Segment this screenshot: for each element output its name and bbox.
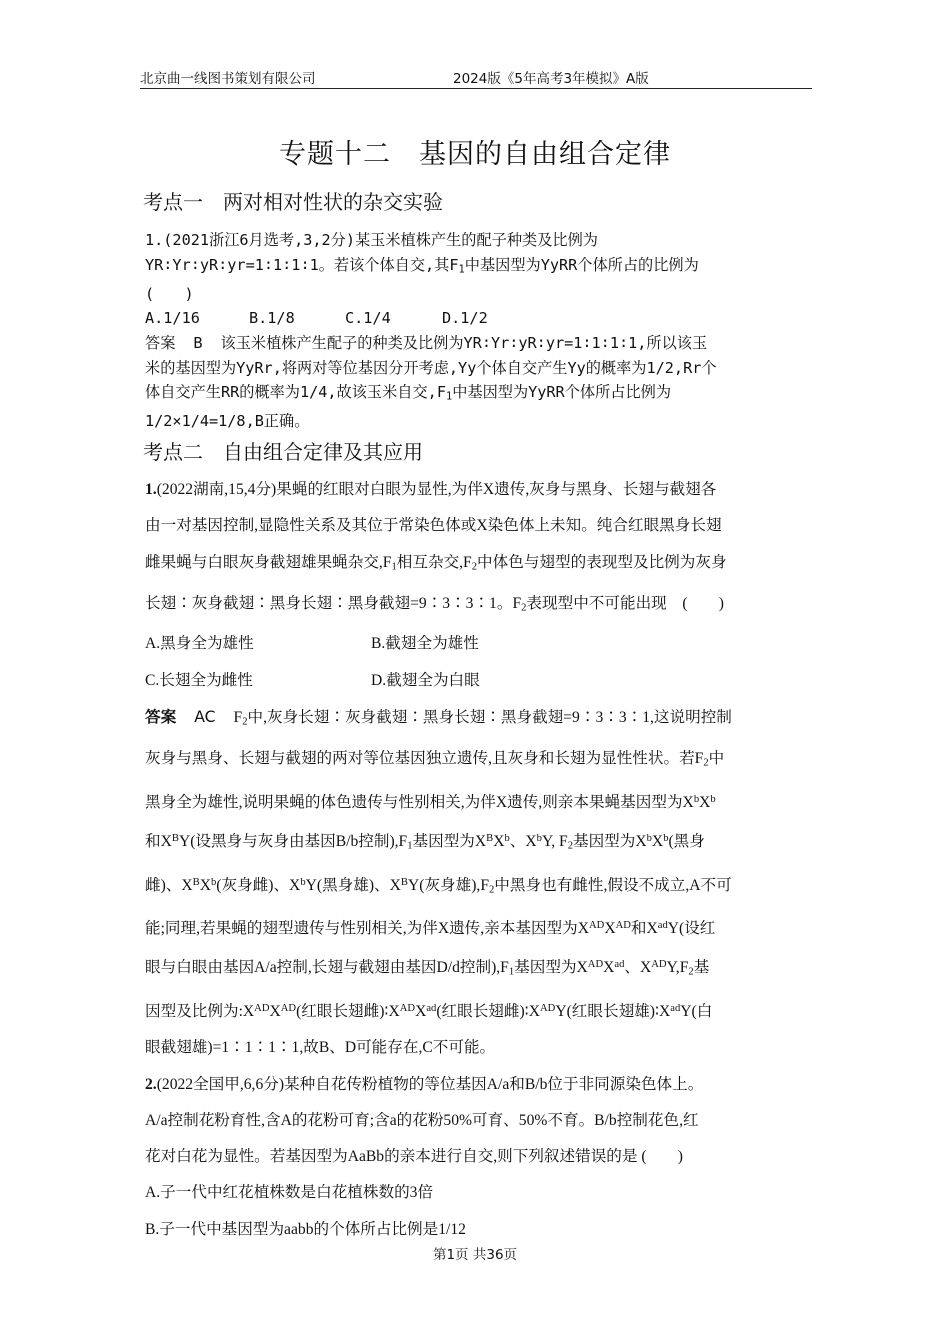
answer-line: 答案 B 该玉米植株产生配子的种类及比例为YR∶Yr∶yR∶yr=1∶1∶1∶1,所以该玉 [145,333,708,352]
option-a: A.黑身全为雄性 [145,635,254,653]
answer-line: 答案 AC $F_2$中,灰身长翅∶灰身截翅∶黑身长翅∶黑身截翅=9∶3∶3∶1,这说明控制 [145,708,732,728]
option-d: D.1/2 [442,309,488,328]
option-d: D.截翅全为白眼 [371,671,480,689]
publisher-name: 北京曲一线图书策划有限公司 [140,71,316,87]
question-text: 1.(2022湖南,15,4分)果蝇的红眼对白眼为显性,为伴X遗传,灰身与黑身、长翅与截翅各 [145,481,717,498]
section-heading-2: 考点二 自由组合定律及其应用 [143,440,423,464]
option-b: B.截翅全为雄性 [371,635,479,653]
question-text: 2.(2022全国甲,6,6分)某种自花传粉植物的等位基因A/a和B/b位于非同源染色体上。 [145,1075,704,1093]
options-row [145,306,825,331]
answer-line: 1/2×1/4=1/8,B正确。 [145,412,310,431]
question-text: 雌果蝇与白眼灰身截翅雄果蝇杂交$,F_1$相互杂交$,F_2$中体色与翅型的表现型及比例为灰身 [145,553,727,573]
answer-line: 灰身与黑身、长翅与截翅的两对等位基因独立遗传,且灰身和长翅为显性性状。若$F_2$中 [145,750,725,769]
answer-line: 体自交产生RR的概率为1/4,故该玉米自交$,F_1$中基因型为YyRR个体所占比例为 [145,383,672,403]
book-title: 2024版《5年高考3年模拟》A版 [453,71,649,87]
question-block-2 [145,472,825,1248]
question-text: 长翅∶灰身截翅∶黑身长翅∶黑身截翅=9∶3∶3∶1。$F_2$表现型中不可能出现 ( ) [145,594,724,614]
question-text: 花对白花为显性。若基因型为AaBb的亲本进行自交,则下列叙述错误的是 ( ) [145,1148,683,1166]
option-c: C.长翅全为雌性 [145,671,253,689]
question-text: A/a控制花粉育性,含A的花粉可育;含a的花粉50%可育、50%不育。B/b控制花色,红 [145,1111,699,1129]
question-text: 由一对基因控制,显隐性关系及其位于常染色体或X染色体上未知。纯合红眼黑身长翅 [145,517,722,535]
option-b: B.子一代中基因型为aabb的个体所占比例是1/12 [145,1220,466,1238]
answer-line: 因型及比例为$:X^{AD}X^{AD}$(红眼长翅雌)$∶X^{AD}X^{ad}$(红眼长翅雌)$∶X^{AD}Y$(红眼长翅雄)$∶X^{ad}Y$(白 [145,1002,713,1020]
answer-line: 米的基因型为YyRr,将两对等位基因分开考虑,Yy个体自交产生Yy的概率为1/2,Rr个 [145,358,717,377]
question-text: YR∶Yr∶yR∶yr=1∶1∶1∶1。若该个体自交,其$F_1$中基因型为YyRR个体所占的比例为 [145,255,699,276]
option-c: C.1/4 [345,309,391,328]
option-b: B.1/8 [249,309,295,328]
page-number: 第1页 共36页 [432,1247,518,1263]
answer-bracket: ( ) [145,284,194,303]
answer-line: 雌)、$X^BX^b$(灰身雌)、$X^bY$(黑身雄)、$X^BY$(灰身雄)$,F_2$中黑身也有雌性,假设不成立,A不可 [145,876,732,896]
option-a: A.1/16 [145,309,200,328]
question-text: 1.(2021浙江6月选考,3,2分)某玉米植株产生的配子种类及比例为 [145,231,598,249]
answer-line: 能;同理,若果蝇的翅型遗传与性别相关,为伴X遗传,亲本基因型为$X^{AD}X^{AD}$和$X^{ad}Y$(设红 [145,920,716,938]
page-title: 专题十二 基因的自由组合定律 [279,139,671,170]
options-row [145,663,825,699]
answer-line: 眼与白眼由基因A/a控制,长翅与截翅由基因D/d控制)$,F_1$基因型为$X^{AD}X^{ad}$、$X^{AD}Y,F_2$基 [145,959,710,978]
answer-line: 黑身全为雄性,说明果蝇的体色遗传与性别相关,为伴X遗传,则亲本果蝇基因型为$X^bX^b$ [145,793,716,811]
options-row [145,626,825,662]
answer-line: 和$X^BY$(设黑身与灰身由基因B/b控制)$,F_1$基因型为$X^BX^b$、$X^bY$, $F_2$基因型为$X^bX^b$(黑身 [145,832,705,852]
page-header [140,64,812,89]
answer-line: 眼截翅雄)=1∶1∶1∶1,故B、D可能存在,C不可能。 [145,1039,496,1057]
option-a: A.子一代中红花植株数是白花植株数的3倍 [145,1184,434,1202]
section-heading-1: 考点一 两对相对性状的杂交实验 [143,190,443,214]
question-block-1 [145,228,825,434]
